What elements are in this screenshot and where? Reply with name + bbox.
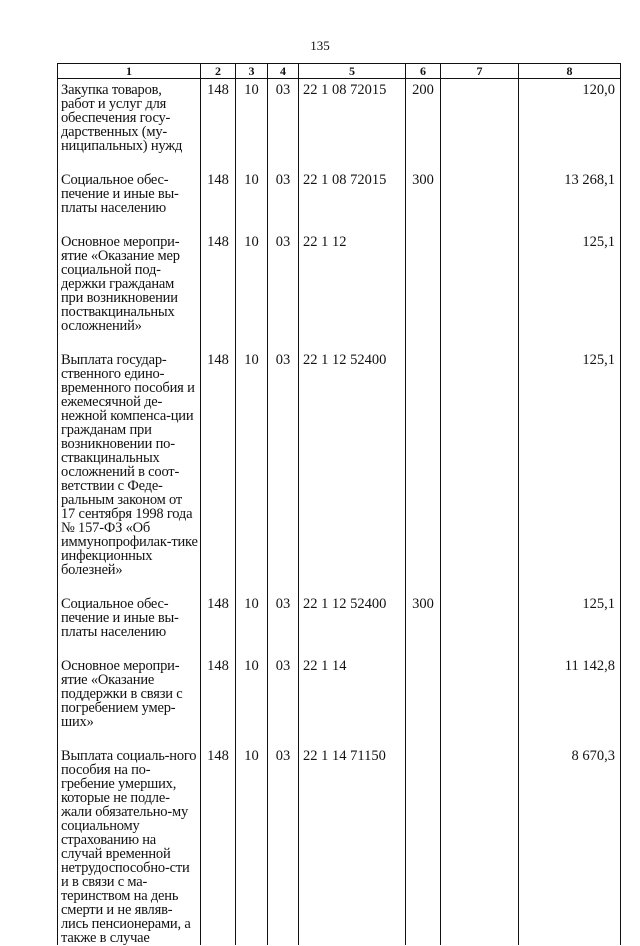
table-row <box>58 169 621 231</box>
row-col-3: 10 <box>236 593 268 655</box>
header-col-2: 2 <box>201 64 236 79</box>
row-code: 22 1 14 <box>299 655 406 745</box>
header-col-6: 6 <box>406 64 441 79</box>
row-code: 22 1 08 72015 <box>299 79 406 170</box>
row-col-6 <box>406 745 441 945</box>
table-body <box>58 79 621 946</box>
table-header <box>58 64 621 79</box>
row-col-7 <box>441 593 519 655</box>
row-col-3: 10 <box>236 169 268 231</box>
row-code: 22 1 12 <box>299 231 406 349</box>
row-col-2: 148 <box>201 79 236 170</box>
row-col-3: 10 <box>236 231 268 349</box>
row-description: Закупка товаров, работ и услуг для обеспечения госу-дарственных (му-ниципальных) нужд <box>58 79 201 170</box>
row-amount: 8 670,3 <box>519 745 621 945</box>
header-col-5: 5 <box>299 64 406 79</box>
row-code: 22 1 12 52400 <box>299 349 406 593</box>
row-col-4: 03 <box>268 169 299 231</box>
row-col-7 <box>441 79 519 170</box>
row-col-4: 03 <box>268 655 299 745</box>
row-amount: 11 142,8 <box>519 655 621 745</box>
page-number: 135 <box>310 38 330 53</box>
table-row <box>58 231 621 349</box>
row-col-7 <box>441 231 519 349</box>
row-description: Основное меропри-ятие «Оказание поддержки в связи с погребением умер-ших» <box>58 655 201 745</box>
table-row <box>58 745 621 945</box>
row-code: 22 1 08 72015 <box>299 169 406 231</box>
row-description: Социальное обес-печение и иные вы-платы населению <box>58 593 201 655</box>
row-amount: 120,0 <box>519 79 621 170</box>
row-code: 22 1 14 71150 <box>299 745 406 945</box>
table-row <box>58 79 621 170</box>
row-col-3: 10 <box>236 745 268 945</box>
row-col-4: 03 <box>268 593 299 655</box>
table-row <box>58 593 621 655</box>
row-col-2: 148 <box>201 593 236 655</box>
row-description: Выплата государ-ственного едино-временного пособия и ежемесячной де-нежной компенса-ции гражданам при возникновении по-ствакцинальных осложнений в соот-ветствии с Феде-ральным законом от 17 сентября 1998 года № 157-ФЗ «Об иммунопрофилак-тике инфекционных болезней» <box>58 349 201 593</box>
row-col-4: 03 <box>268 79 299 170</box>
row-col-2: 148 <box>201 349 236 593</box>
budget-table <box>57 63 621 945</box>
row-code: 22 1 12 52400 <box>299 593 406 655</box>
row-col-6 <box>406 231 441 349</box>
header-col-7: 7 <box>441 64 519 79</box>
row-description: Основное меропри-ятие «Оказание мер социальной под-держки гражданам при возникновении поствакцинальных осложнений» <box>58 231 201 349</box>
row-col-3: 10 <box>236 79 268 170</box>
row-amount: 125,1 <box>519 349 621 593</box>
row-col-3: 10 <box>236 655 268 745</box>
row-amount: 13 268,1 <box>519 169 621 231</box>
row-description: Выплата социаль-ного пособия на по-гребение умерших, которые не подле-жали обязательно-му социальному страхованию на случай временной нетрудоспособно-сти и в связи с ма-теринством на день смерти и не являв-лись пенсионерами, а также в случае <box>58 745 201 945</box>
row-col-2: 148 <box>201 231 236 349</box>
header-row <box>58 64 621 79</box>
row-col-6 <box>406 349 441 593</box>
row-amount: 125,1 <box>519 593 621 655</box>
row-col-7 <box>441 745 519 945</box>
row-col-7 <box>441 349 519 593</box>
row-description: Социальное обес-печение и иные вы-платы населению <box>58 169 201 231</box>
header-col-1: 1 <box>58 64 201 79</box>
row-col-6: 300 <box>406 169 441 231</box>
row-col-6 <box>406 655 441 745</box>
header-col-3: 3 <box>236 64 268 79</box>
row-col-7 <box>441 655 519 745</box>
row-amount: 125,1 <box>519 231 621 349</box>
header-col-8: 8 <box>519 64 621 79</box>
row-col-6: 300 <box>406 593 441 655</box>
header-col-4: 4 <box>268 64 299 79</box>
row-col-4: 03 <box>268 231 299 349</box>
table-row <box>58 349 621 593</box>
row-col-3: 10 <box>236 349 268 593</box>
row-col-7 <box>441 169 519 231</box>
row-col-2: 148 <box>201 169 236 231</box>
row-col-4: 03 <box>268 349 299 593</box>
row-col-4: 03 <box>268 745 299 945</box>
table-row <box>58 655 621 745</box>
row-col-6: 200 <box>406 79 441 170</box>
row-col-2: 148 <box>201 745 236 945</box>
row-col-2: 148 <box>201 655 236 745</box>
